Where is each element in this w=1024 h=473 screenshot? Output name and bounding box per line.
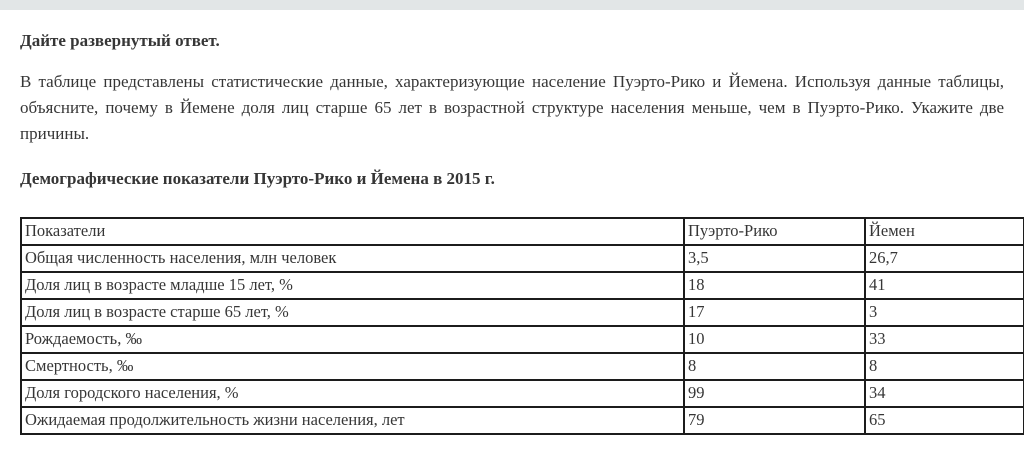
value-cell: 3 [865,299,1024,326]
value-cell: 18 [684,272,865,299]
indicator-cell: Доля городского населения, % [21,380,684,407]
value-cell: 26,7 [865,245,1024,272]
indicator-cell: Смертность, ‰ [21,353,684,380]
value-cell: 8 [684,353,865,380]
value-cell: 99 [684,380,865,407]
table-row [21,380,1024,407]
value-cell: 34 [865,380,1024,407]
value-cell: 79 [684,407,865,434]
value-cell: 65 [865,407,1024,434]
value-cell: 41 [865,272,1024,299]
column-header: Пуэрто-Рико [684,218,865,245]
value-cell: 3,5 [684,245,865,272]
document-page [0,29,1024,435]
value-cell: 17 [684,299,865,326]
indicator-cell: Общая численность населения, млн человек [21,245,684,272]
table-row [21,299,1024,326]
table-row [21,326,1024,353]
table-row [21,353,1024,380]
table-row [21,407,1024,434]
indicator-cell: Рождаемость, ‰ [21,326,684,353]
indicator-cell: Доля лиц в возрасте младше 15 лет, % [21,272,684,299]
top-bar [0,0,1024,10]
table-row [21,272,1024,299]
indicator-cell: Доля лиц в возрасте старше 65 лет, % [21,299,684,326]
table-title: Демографические показатели Пуэрто-Рико и Йемена в 2015 г. [20,169,495,188]
value-cell: 8 [865,353,1024,380]
value-cell: 10 [684,326,865,353]
column-header: Йемен [865,218,1024,245]
header-row [21,218,1024,245]
indicator-cell: Ожидаемая продолжительность жизни населения, лет [21,407,684,434]
question-prompt: Дайте развернутый ответ. [20,31,220,50]
table-body [21,245,1024,434]
value-cell: 33 [865,326,1024,353]
table-row [21,245,1024,272]
question-paragraph: В таблице представлены статистические данные, характеризующие население Пуэрто-Рико и Йемена. Используя данные таблицы, объясните, почему в Йемене доля лиц старше 65 лет в возрастной структуре населения меньше, чем в Пуэрто-Рико. Укажите две причины. [20,72,1004,143]
demographics-table [20,217,1024,435]
table-header [21,218,1024,245]
column-header: Показатели [21,218,684,245]
